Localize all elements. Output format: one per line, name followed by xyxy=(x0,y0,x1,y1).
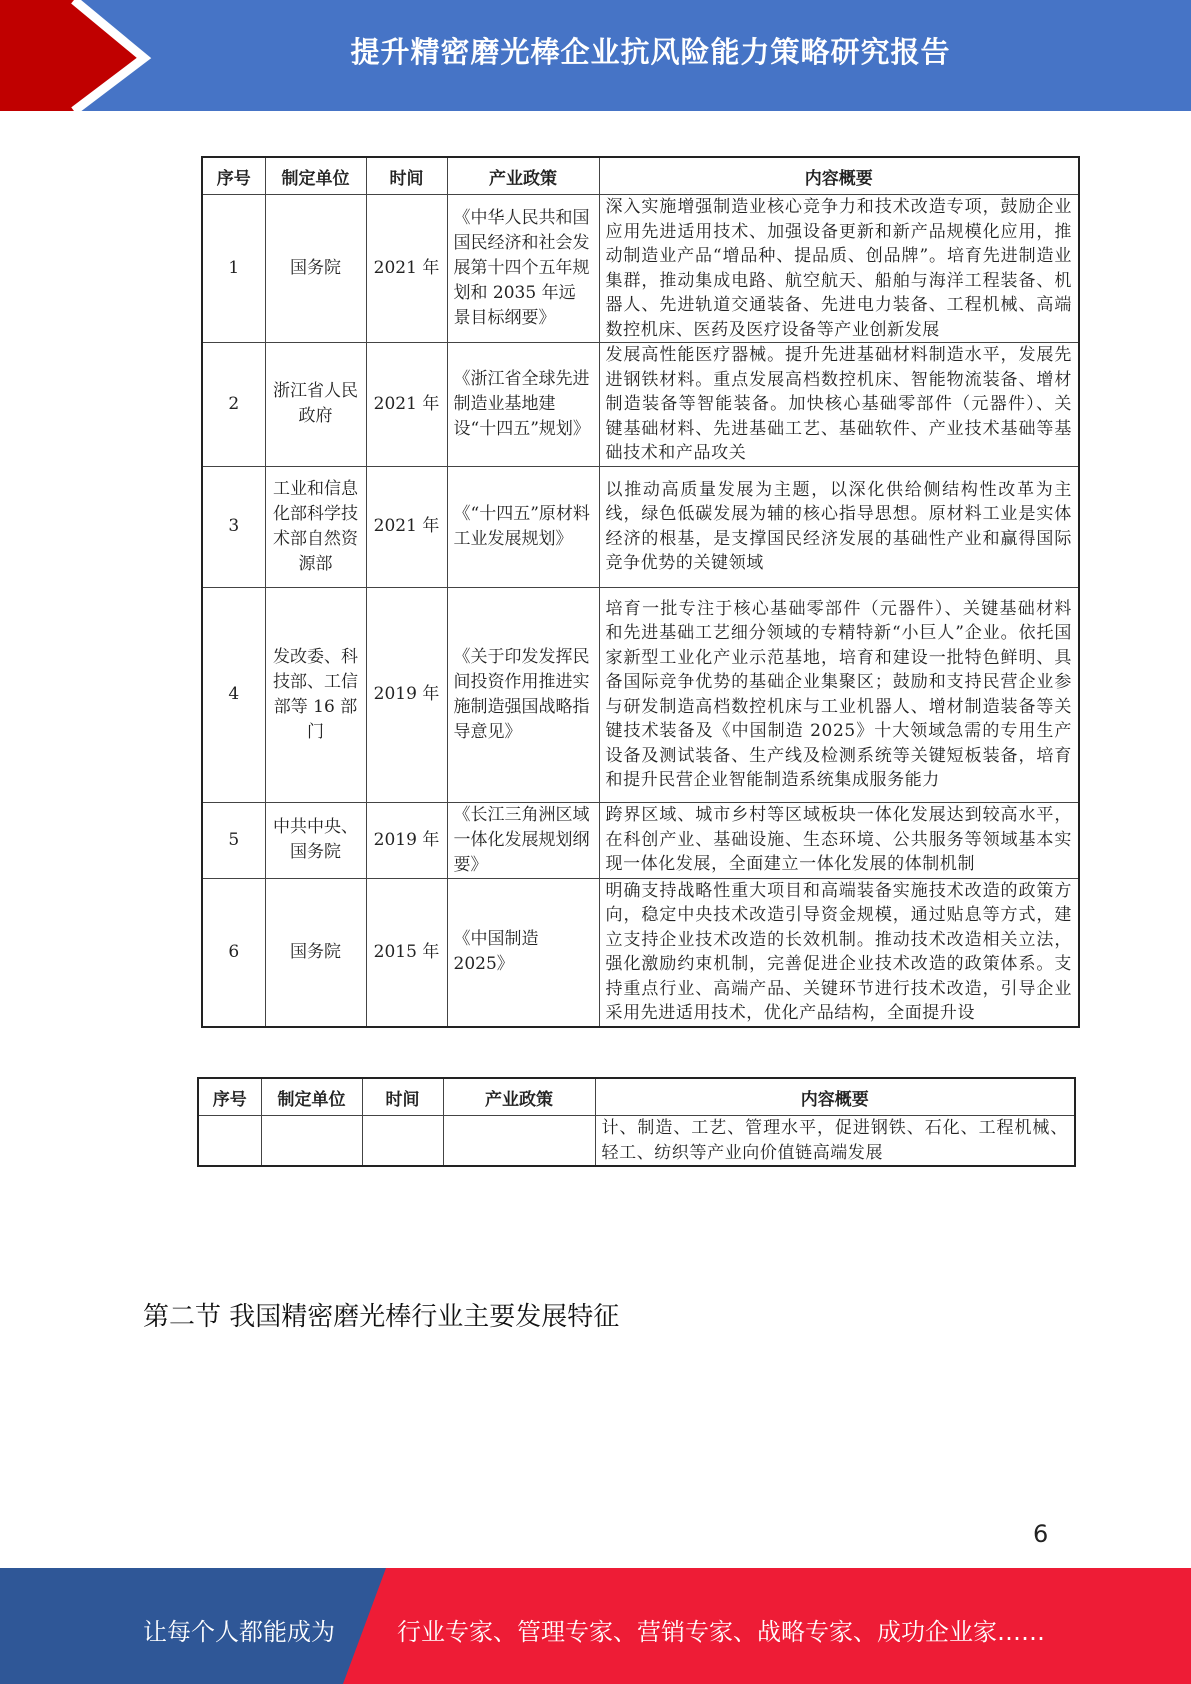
row-summary: 计、制造、工艺、管理水平，促进钢铁、石化、工程机械、轻工、纺织等产业向价值链高端发展 xyxy=(595,1116,1075,1167)
row-time: 2021 年 xyxy=(366,343,447,467)
col-header-time: 时间 xyxy=(366,157,447,195)
row-policy: 《“十四五”原材料工业发展规划》 xyxy=(447,466,599,587)
col-header-summary: 内容概要 xyxy=(599,157,1079,195)
footer-slogan-right: 行业专家、管理专家、营销专家、战略专家、成功企业家…… xyxy=(397,1618,1045,1646)
page-footer xyxy=(0,1568,1191,1684)
row-no: 2 xyxy=(202,343,265,467)
col-header-unit: 制定单位 xyxy=(261,1078,362,1116)
row-unit: 国务院 xyxy=(265,195,366,343)
table-header-row xyxy=(198,1078,1075,1116)
row-policy: 《关于印发发挥民间投资作用推进实施制造强国战略指导意见》 xyxy=(447,587,599,802)
row-policy: 《浙江省全球先进制造业基地建设“十四五”规划》 xyxy=(447,343,599,467)
table-row xyxy=(202,587,1079,802)
row-policy: 《中华人民共和国国民经济和社会发展第十四个五年规划和 2035 年远景目标纲要》 xyxy=(447,195,599,343)
row-time: 2015 年 xyxy=(366,878,447,1027)
row-unit: 工业和信息化部科学技术部自然资源部 xyxy=(265,466,366,587)
row-unit xyxy=(261,1116,362,1167)
row-summary: 深入实施增强制造业核心竞争力和技术改造专项，鼓励企业应用先进适用技术、加强设备更新和新产品规模化应用，推动制造业产品“增品种、提品质、创品牌”。培育先进制造业集群，推动集成电路、航空航天、船舶与海洋工程装备、机器人、先进轨道交通装备、先进电力装备、工程机械、高端数控机床、医药及医疗设备等产业创新发展 xyxy=(599,195,1079,343)
col-header-summary: 内容概要 xyxy=(595,1078,1075,1116)
page-header xyxy=(0,0,1191,111)
col-header-time: 时间 xyxy=(362,1078,443,1116)
col-header-policy: 产业政策 xyxy=(447,157,599,195)
row-unit: 国务院 xyxy=(265,878,366,1027)
row-summary: 明确支持战略性重大项目和高端装备实施技术改造的政策方向，稳定中央技术改造引导资金规模，通过贴息等方式，建立支持企业技术改造的长效机制。推动技术改造相关立法，强化激励约束机制，完善促进企业技术改造的政策体系。支持重点行业、高端产品、关键环节进行技术改造，引导企业采用先进适用技术，优化产品结构，全面提升设 xyxy=(599,878,1079,1027)
row-unit: 浙江省人民政府 xyxy=(265,343,366,467)
row-summary: 发展高性能医疗器械。提升先进基础材料制造水平，发展先进钢铁材料。重点发展高档数控机床、智能物流装备、增材制造装备等智能装备。加快核心基础零部件（元器件）、关键基础材料、先进基础工艺、基础软件、产业技术基础等基础技术和产品攻关 xyxy=(599,343,1079,467)
table-row xyxy=(202,878,1079,1027)
row-time: 2021 年 xyxy=(366,195,447,343)
section-heading: 第二节 我国精密磨光棒行业主要发展特征 xyxy=(143,1302,620,1332)
row-time: 2021 年 xyxy=(366,466,447,587)
policy-table-continued xyxy=(197,1077,1076,1167)
policy-table xyxy=(201,156,1080,1028)
row-policy: 《中国制造 2025》 xyxy=(447,878,599,1027)
row-no: 1 xyxy=(202,195,265,343)
row-time: 2019 年 xyxy=(366,802,447,878)
row-unit: 中共中央、国务院 xyxy=(265,802,366,878)
footer-slogan-left: 让每个人都能成为 xyxy=(143,1618,335,1646)
row-summary: 培育一批专注于核心基础零部件（元器件）、关键基础材料和先进基础工艺细分领域的专精特新“小巨人”企业。依托国家新型工业化产业示范基地，培育和建设一批特色鲜明、具备国际竞争优势的基础企业集聚区；鼓励和支持民营企业参与研发制造高档数控机床与工业机器人、增材制造装备等关键技术装备及《中国制造 2025》十大领域急需的专用生产设备及测试装备、生产线及检测系统等关键短板装备，培育和提升民营企业智能制造系统集成服务能力 xyxy=(599,587,1079,802)
table-row xyxy=(202,195,1079,343)
row-unit: 发改委、科技部、工信部等 16 部门 xyxy=(265,587,366,802)
report-title: 提升精密磨光棒企业抗风险能力策略研究报告 xyxy=(350,35,951,69)
row-policy xyxy=(443,1116,595,1167)
row-no: 4 xyxy=(202,587,265,802)
row-no: 6 xyxy=(202,878,265,1027)
col-header-no: 序号 xyxy=(202,157,265,195)
row-summary: 以推动高质量发展为主题，以深化供给侧结构性改革为主线，绿色低碳发展为辅的核心指导思想。原材料工业是实体经济的根基，是支撑国民经济发展的基础性产业和赢得国际竞争优势的关键领域 xyxy=(599,466,1079,587)
row-no: 5 xyxy=(202,802,265,878)
col-header-no: 序号 xyxy=(198,1078,261,1116)
row-no: 3 xyxy=(202,466,265,587)
table-row xyxy=(202,466,1079,587)
row-time xyxy=(362,1116,443,1167)
table-row xyxy=(198,1116,1075,1167)
col-header-policy: 产业政策 xyxy=(443,1078,595,1116)
row-no xyxy=(198,1116,261,1167)
row-summary: 跨界区域、城市乡村等区域板块一体化发展达到较高水平，在科创产业、基础设施、生态环境、公共服务等领域基本实现一体化发展，全面建立一体化发展的体制机制 xyxy=(599,802,1079,878)
page-number: 6 xyxy=(1033,1520,1049,1548)
row-time: 2019 年 xyxy=(366,587,447,802)
table-header-row xyxy=(202,157,1079,195)
table-row xyxy=(202,343,1079,467)
row-policy: 《长江三角洲区域一体化发展规划纲要》 xyxy=(447,802,599,878)
table-row xyxy=(202,802,1079,878)
col-header-unit: 制定单位 xyxy=(265,157,366,195)
